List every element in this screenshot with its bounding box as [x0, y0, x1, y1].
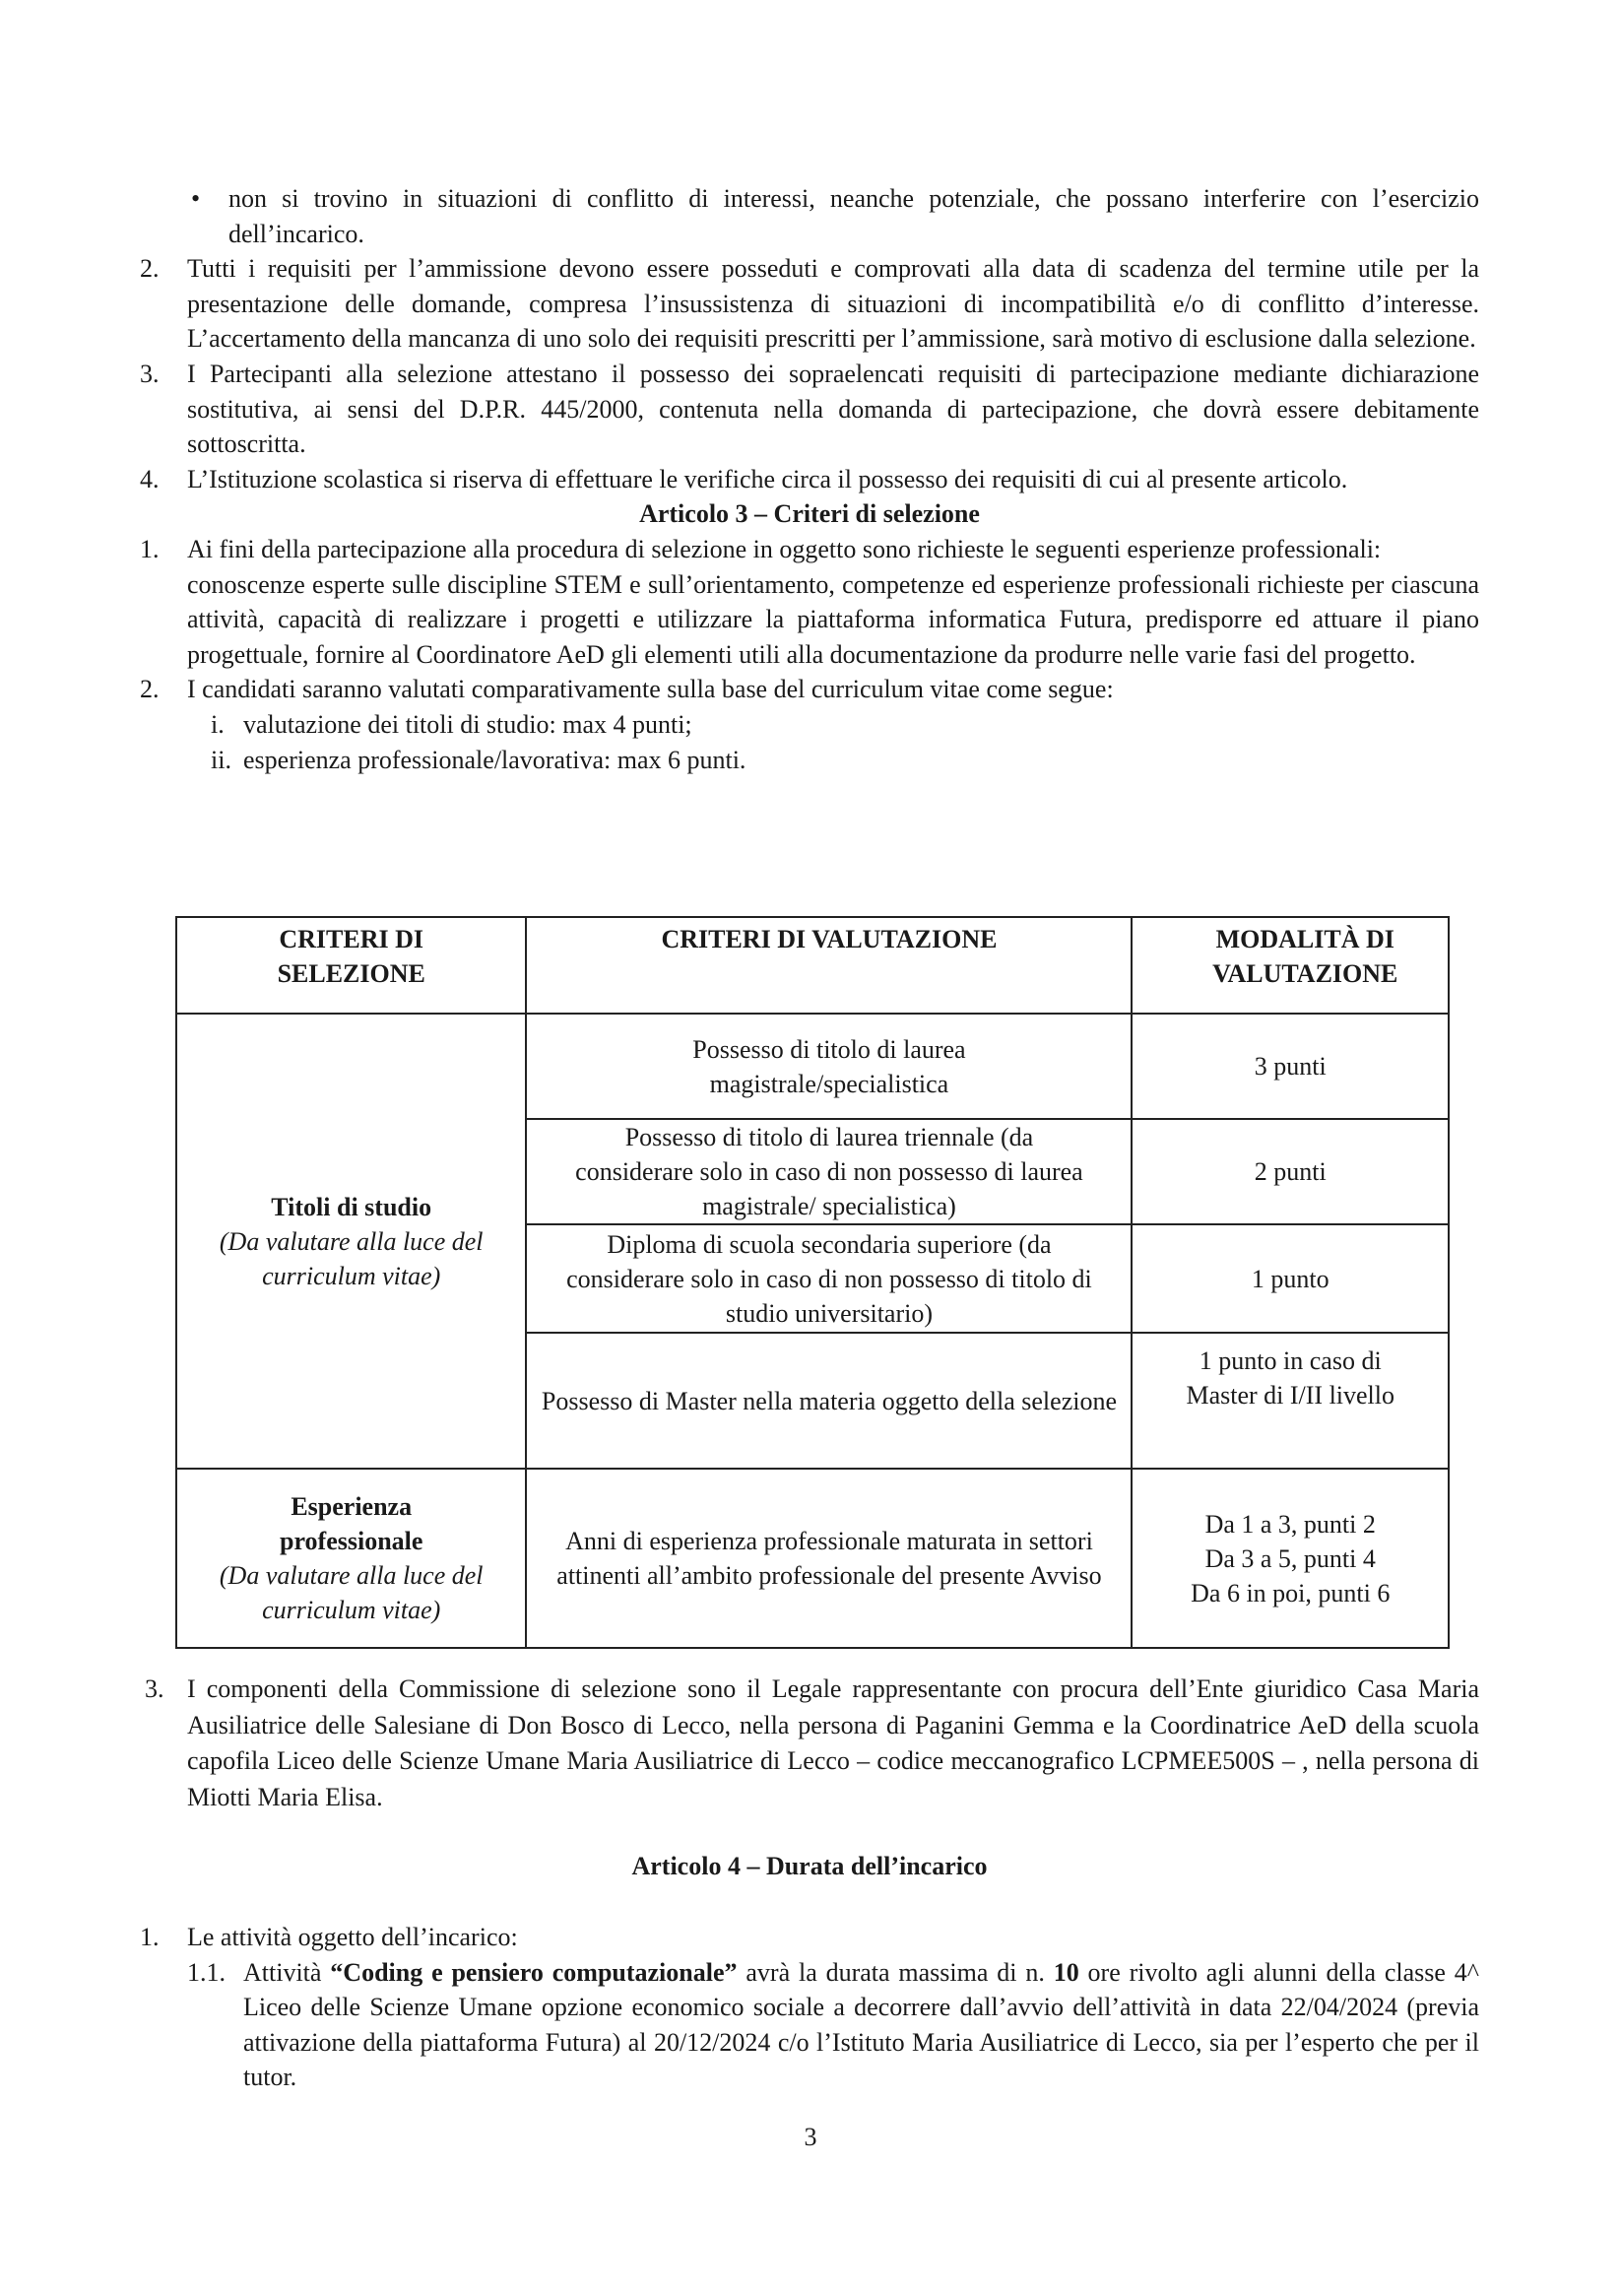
article-4-heading: Articolo 4 – Durata dell’incarico — [631, 1852, 988, 1880]
section-commission — [140, 1672, 1479, 1815]
list-item — [140, 532, 1479, 672]
bullet-text: non si trovino in situazioni di conflitto di interessi, neanche potenziale, che possano interferire con l’esercizio dell’incarico. — [228, 184, 1479, 248]
item-number: i. — [211, 709, 225, 739]
score-line: Da 6 in poi, punti 6 — [1191, 1578, 1391, 1607]
text-segment: ore rivolto agli alunni della classe 4^ Liceo delle Scienze Umane opzione economico sociale a decorrere dall’avvio dell’attività in data 22/04/2024 (previa attivazione della piattaforma Futura) al 20/12/2024 c/o l’Istituto Maria Ausiliatrice di Lecco, sia per l’esperto che per il tutor. — [243, 1957, 1480, 2092]
item-text: Tutti i requisiti per l’ammissione devono essere posseduti e comprovati alla data di scadenza del termine utile per la presentazione delle domande, compresa l’insussistenza di situazioni di incompatibilità e/o di conflitto d’interesse. L’accertamento della mancanza di uno solo dei requisiti prescritti per l’ammissione, sarà motivo di esclusione dalla selezione. — [187, 254, 1479, 354]
item-text: Le attività oggetto dell’incarico: — [187, 1923, 518, 1951]
score-cell: 2 punti — [1132, 1119, 1449, 1224]
table-header-row — [176, 917, 1449, 1014]
criteria-table — [175, 916, 1450, 1649]
bullet-item — [140, 181, 1479, 251]
header-cell: CRITERI DI VALUTAZIONE — [526, 917, 1132, 1014]
table-row — [176, 1469, 1449, 1648]
article-3-heading: Articolo 3 – Criteri di selezione — [639, 499, 980, 529]
item-text: I componenti della Commissione di selezione sono il Legale rappresentante con procura dell’Ente giuridico Casa Maria Ausiliatrice delle Salesiane di Don Bosco di Lecco, nella persona di Paganini Gemma e la Coordinatrice AeD della scuola capofila Liceo delle Scienze Umane Maria Ausiliatrice di Lecco – codice meccanografico LCPMEE500S – , nella persona di Miotti Maria Elisa. — [187, 1674, 1479, 1811]
item-text: I Partecipanti alla selezione attestano il possesso dei sopraelencati requisiti di partecipazione mediante dichiarazione sostitutiva, ai sensi del D.P.R. 445/2000, contenuta nella domanda di partecipazione, che dovrà essere debitamente sottoscritta. — [187, 359, 1479, 459]
list-item — [140, 357, 1479, 462]
item-number: 3. — [140, 359, 160, 388]
group-cell — [176, 1014, 526, 1469]
activity-name: “Coding e pensiero computazionale” — [330, 1957, 738, 1987]
item-number: 2. — [140, 254, 160, 284]
criterion-cell: Possesso di Master nella materia oggetto della selezione — [526, 1333, 1132, 1469]
table-row — [176, 1014, 1449, 1119]
list-item — [140, 462, 1479, 497]
item-number: 3. — [145, 1674, 164, 1703]
item-text: L’Istituzione scolastica si riserva di effettuare le verifiche circa il possesso dei requisiti di cui al presente articolo. — [187, 464, 1348, 493]
score-line: Da 3 a 5, punti 4 — [1204, 1543, 1376, 1573]
group-title: Titoli di studio — [271, 1192, 432, 1221]
header-cell: CRITERI DI SELEZIONE — [176, 917, 526, 1014]
list-item — [140, 251, 1479, 357]
item-detail: conoscenze esperte sulle discipline STEM e sull’orientamento, competenze ed esperienze professionali richieste per ciascuna attività, capacità di realizzare i progetti e utilizzare la piattaforma informatica Futura, predisporre ed attuare il piano progettuale, fornire al Coordinatore AeD gli elementi utili alla documentazione da produrre nelle varie fasi del progetto. — [187, 569, 1479, 669]
text-segment: avrà la durata massima di n. — [737, 1957, 1054, 1987]
criterion-cell: Possesso di titolo di laurea magistrale/specialistica — [526, 1014, 1132, 1119]
section-duration — [140, 1920, 1479, 2095]
item-text: Ai fini della partecipazione alla procedura di selezione in oggetto sono richieste le seguenti esperienze professionali: — [187, 534, 1382, 563]
score-line: Da 1 a 3, punti 2 — [1204, 1509, 1376, 1539]
item-number: 4. — [140, 464, 160, 493]
item-number: 2. — [140, 675, 160, 704]
list-item — [140, 672, 1479, 707]
item-number: ii. — [211, 745, 231, 774]
section-requirements — [140, 181, 1479, 777]
bullet-icon: • — [191, 184, 201, 213]
item-number: 1. — [140, 1923, 160, 1951]
header-cell: MODALITÀ DI VALUTAZIONE — [1132, 917, 1449, 1014]
score-cell: 3 punti — [1132, 1014, 1449, 1119]
sub-item — [140, 743, 1479, 778]
item-text: I candidati saranno valutati comparativamente sulla base del curriculum vitae come segue: — [187, 675, 1114, 704]
score-cell — [1132, 1469, 1449, 1648]
hours-count: 10 — [1053, 1957, 1079, 1987]
list-item — [140, 1920, 1479, 1955]
group-note: (Da valutare alla luce del curriculum vitae) — [219, 1561, 484, 1624]
list-item — [140, 1672, 1479, 1815]
page-number: 3 — [804, 2123, 817, 2151]
group-cell — [176, 1469, 526, 1648]
item-text: esperienza professionale/lavorativa: max 6 punti. — [243, 745, 746, 774]
criterion-cell: Anni di esperienza professionale maturata in settori attinenti all’ambito professionale del presente Avviso — [526, 1469, 1132, 1648]
criterion-cell: Possesso di titolo di laurea triennale (da considerare solo in caso di non possesso di laurea magistrale/ specialistica) — [526, 1119, 1132, 1224]
item-number: 1.1. — [187, 1957, 226, 1987]
sub-item — [140, 707, 1479, 743]
item-text: valutazione dei titoli di studio: max 4 punti; — [243, 709, 692, 739]
criterion-cell: Diploma di scuola secondaria superiore (da considerare solo in caso di non possesso di titolo di studio universitario) — [526, 1224, 1132, 1333]
group-note: (Da valutare alla luce del curriculum vitae) — [219, 1226, 484, 1290]
text-segment: Attività — [243, 1957, 331, 1987]
item-number: 1. — [140, 534, 160, 563]
sub-item — [140, 1955, 1479, 2095]
score-cell: 1 punto — [1132, 1224, 1449, 1333]
group-title: Esperienza professionale — [280, 1492, 423, 1555]
score-cell: 1 punto in caso di Master di I/II livello — [1132, 1333, 1449, 1469]
